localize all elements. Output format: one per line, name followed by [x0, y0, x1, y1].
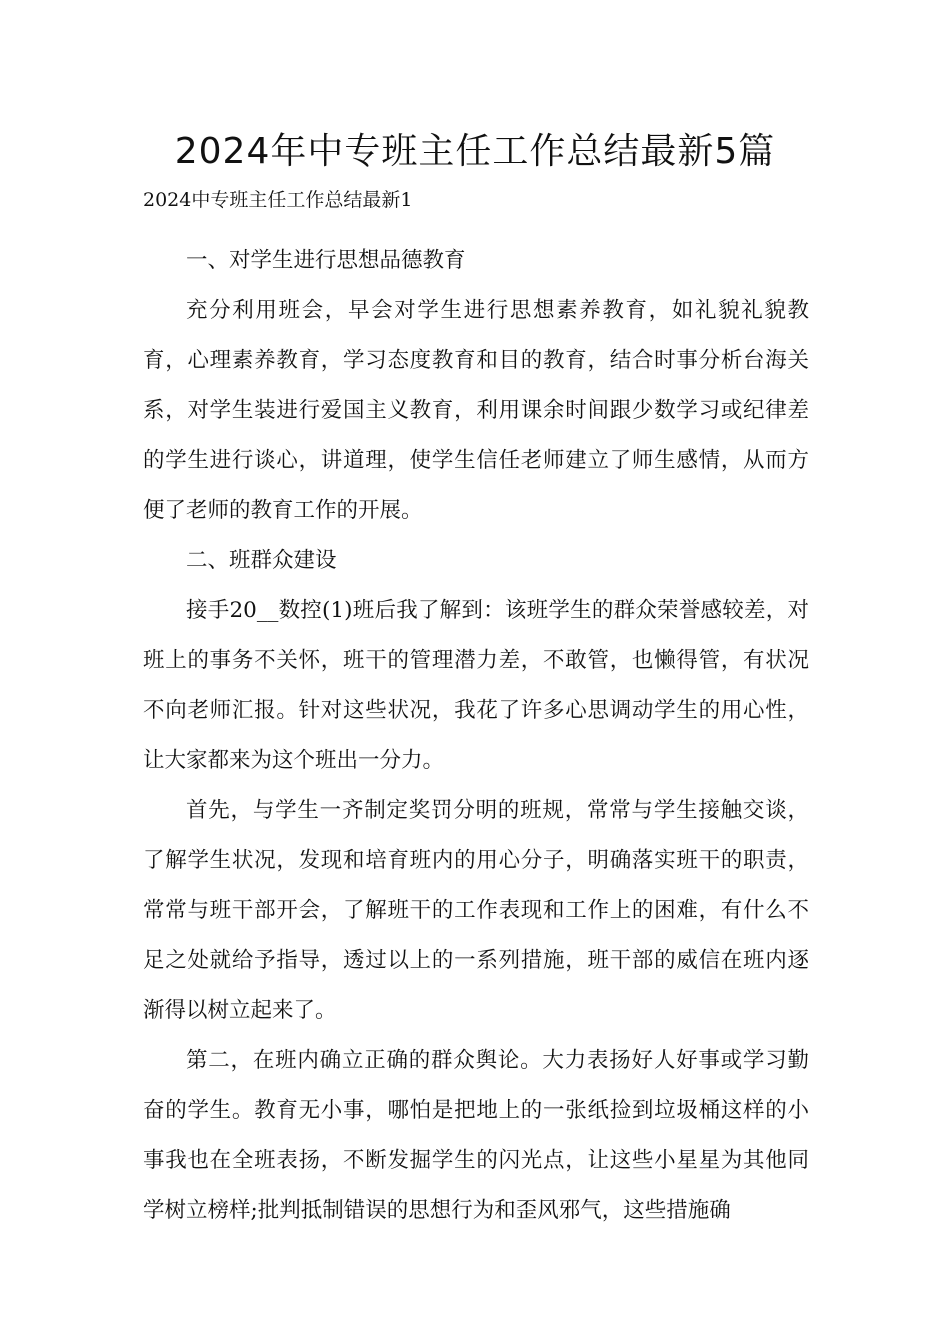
paragraph: 接手20__数控(1)班后我了解到：该班学生的群众荣誉感较差，对班上的事务不关怀，班干的管理潜力差，不敢管，也懒得管，有状况不向老师汇报。针对这些状况，我花了许多心思调动学生的用心性，让大家都来为这个班出一分力。 — [143, 598, 809, 773]
paragraph-heading-2: 二、班群众建设 — [186, 548, 337, 573]
paragraph-heading-1: 一、对学生进行思想品德教育 — [186, 248, 466, 273]
paragraph: 充分利用班会，早会对学生进行思想素养教育，如礼貌礼貌教育，心理素养教育，学习态度教育和目的教育，结合时事分析台海关系，对学生装进行爱国主义教育，利用课余时间跟少数学习或纪律差的学生进行谈心，讲道理，使学生信任老师建立了师生感情，从而方便了老师的教育工作的开展。 — [143, 298, 809, 523]
section-heading: 2024中专班主任工作总结最新1 — [143, 189, 413, 211]
paragraph: 第二，在班内确立正确的群众舆论。大力表扬好人好事或学习勤奋的学生。教育无小事，哪怕是把地上的一张纸捡到垃圾桶这样的小事我也在全班表扬，不断发掘学生的闪光点，让这些小星星为其他同学树立榜样;批判抵制错误的思想行为和歪风邪气，这些措施确 — [143, 1048, 809, 1223]
document-body — [143, 236, 809, 1236]
document-title: 2024年中专班主任工作总结最新5篇 — [174, 131, 776, 172]
paragraph: 首先，与学生一齐制定奖罚分明的班规，常常与学生接触交谈，了解学生状况，发现和培育班内的用心分子，明确落实班干的职责，常常与班干部开会，了解班干的工作表现和工作上的困难，有什么不足之处就给予指导，透过以上的一系列措施，班干部的威信在班内逐渐得以树立起来了。 — [143, 798, 809, 1023]
